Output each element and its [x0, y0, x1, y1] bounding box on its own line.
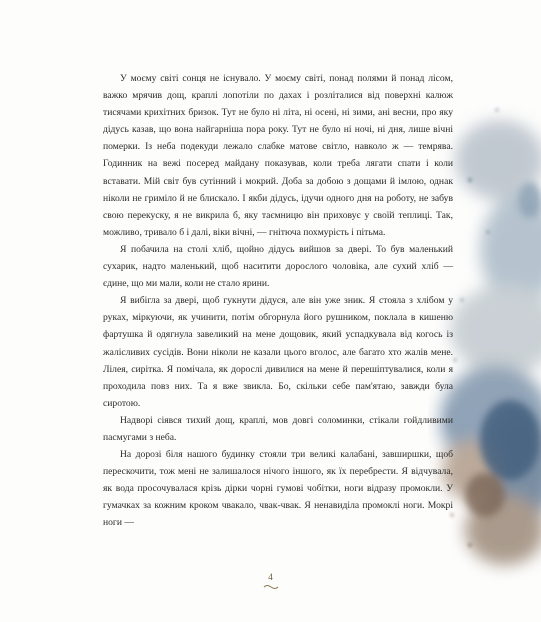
paragraph: Надворі сіявся тихий дощ, краплі, мов довгі соломинки, стікали гойдливими пасмугами з неба.: [103, 414, 453, 443]
paragraph: Я вибігла за двері, щоб гукнути дідуся, але він уже зник. Я стояла з хлібом у руках, міркуючи, як учинити, потім обгорнула його рушником, поклала в кишеню фартушка й одягнула завеликий на мене дощовик, який успадкувала від когось із жалісливих сусідів. Вони ніколи не казали цього вголос, але багато хто жалів мене. Лілея, сирітка. Я помічала, як дорослі дивилися на мене й перешіптувалися, коли я проходила повз них. Та я вже звикла. Бо, скільки себе пам'ятаю, завжди була сиротою.: [103, 295, 453, 409]
paragraph: Я побачила на столі хліб, щойно дідусь вийшов за двері. То був маленький сухарик, надто маленький, щоб наситити дорослого чоловіка, але сухий хліб — єдине, що ми мали, коли не стало ярини.: [103, 243, 453, 290]
paragraph: У моєму світі сонця не існувало. У моєму світі, понад полями й понад лісом, важко мрячив дощ, краплі лопотіли по дахах і розліталися від поверхні калюж тисячами крихітних бризок. Тут не було ні літа, ні осені, ні зими, ані весни, про яку дідусь казав, що вона найгарніша пора року. Тут не було ні ночі, ні дня, лише вічні померки. Із неба подекуди лежало слабке матове світло, навколо ж — темрява. Годинник на вежі посеред майдану показував, коли треба лягати спати і коли вставати. Мій світ був сутінний і мокрий. Доба за добою з дощами й імлою, однак ніколи не гриміло й не блискало. І якби дідусь, ідучи одного дня на роботу, не забув свою перекуску, я не викрила б, яку таємницю він приховує у своїй теплиці. Так, можливо, тривало б і далі, віки вічні, — гнітюча похмурість і пітьма.: [103, 73, 453, 238]
page-number: 4: [268, 572, 273, 582]
body-text: [103, 70, 453, 532]
ornament-icon: [263, 584, 279, 590]
paragraph: На дорозі біля нашого будинку стояли три великі калабані, завширшки, щоб перескочити, тож мені не залишалося нічого іншого, як їх перебрести. Я відчувала, як вода просочувалася крізь дірки чорні гумові чобітки, ноги відразу промокли. У гумачках за кожним кроком чвакало, чвак-чвак. Я ненавиділа промоклі ноги. Мокрі ноги —: [103, 449, 453, 529]
